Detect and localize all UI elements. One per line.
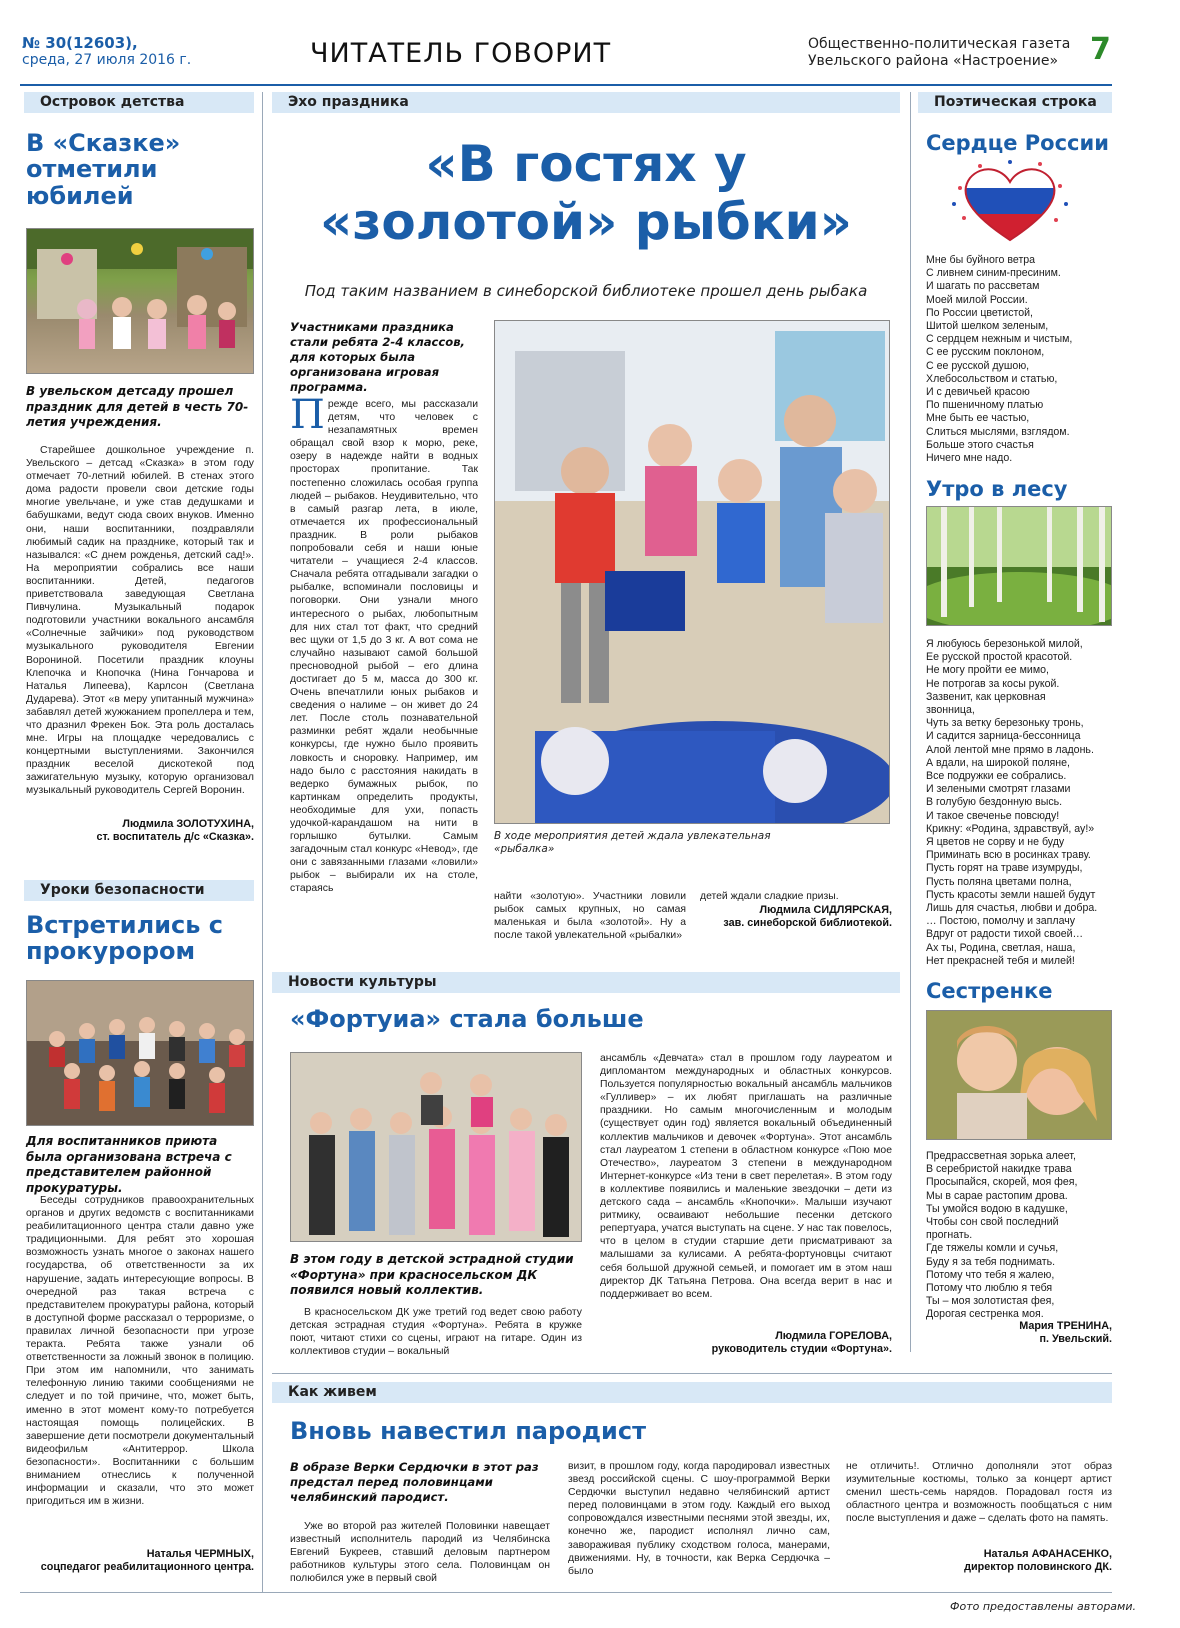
rubric-ekho: Эхо праздника xyxy=(272,92,900,113)
poem-title-utro: Утро в лесу xyxy=(926,477,1068,501)
article-text-rybka-col2: найти «золотую». Участники ловили рыбок самых крупных, но самая маленькая и была «золотой». Ну а после такой увлекательной «рыбалки» xyxy=(494,891,686,942)
article-subtitle-rybka: Под таким названием в синеборской библиотеке прошел день рыбака xyxy=(304,282,868,300)
fishing-photo-art xyxy=(495,321,890,824)
article-text-rybka xyxy=(290,398,478,938)
article-title-prokuror: Встретились с прокурором xyxy=(26,911,223,966)
page-rubric: ЧИТАТЕЛЬ ГОВОРИТ xyxy=(310,38,612,69)
article-text-parodist-col2: визит, в прошлом году, когда пародировал известных звезд российской сцены. С шоу-программой Верки Сердючки выступил недавно челябинский артист перед половинцами в этом году. Каждый его выход сопровождался известными песнями этой звезды, их, конечно же, пародист исполнял лично сам, завораживая публику сходством голоса, манерами, движениями. Ну, в точности, как Верка Сердючка – было xyxy=(568,1461,830,1577)
fishing-photo xyxy=(494,320,890,824)
paper-name: Общественно-политическая газета Увельского района «Настроение» xyxy=(808,36,1071,69)
poem-title-serdtse: Сердце России xyxy=(926,131,1109,155)
header-divider xyxy=(20,84,1112,86)
dropcap: П xyxy=(290,398,325,438)
fortuna-photo xyxy=(290,1052,582,1242)
article-title-skazka: В «Сказке» отметили юбилей xyxy=(26,129,181,210)
shelter-photo xyxy=(26,980,254,1126)
sister-photo xyxy=(926,1010,1112,1140)
signature-trenina: Мария ТРЕНИНА, п. Увельский. xyxy=(1019,1320,1112,1345)
shelter-photo-art xyxy=(27,981,254,1126)
article-title-rybka: «В гостях у «золотой» рыбки» xyxy=(320,135,852,251)
column-rule-right xyxy=(910,92,911,1352)
signature-chermnykh: Наталья ЧЕРМНЫХ, соцпедагог реабилитационного центра. xyxy=(40,1548,254,1573)
article-title-fortuna: «Фортуиа» стала больше xyxy=(290,1005,644,1033)
rubric-kultura: Новости культуры xyxy=(272,972,900,993)
caption-fortuna: В этом году в детской эстрадной студии «Фортуна» при красносельском ДК появился новый коллектив. xyxy=(290,1252,574,1297)
signature-zolotukhina: Людмила ЗОЛОТУХИНА, ст. воспитатель д/с «Сказка». xyxy=(96,818,254,843)
signature-afanasenko: Наталья АФАНАСЕНКО, директор половинского ДК. xyxy=(964,1548,1112,1573)
fortuna-photo-art xyxy=(291,1053,582,1242)
issue-number: № 30(12603), xyxy=(22,34,138,52)
page-number: 7 xyxy=(1090,32,1111,67)
forest-photo xyxy=(926,506,1112,626)
poem-text-sestrenke: Предрассветная зорька алеет, В серебристой накидке трава Просыпайся, скорей, моя фея, Мы в сарае растопим дрова. Ты умойся водою в кадушке, Чтобы сон свой последний прогнать. Где тяжелы комли и сучья, Буду я за тебя поднимать. Потому что тебя я жалею, Потому что люблю я тебя Ты – моя золотистая фея, Дорогая сестренка моя. xyxy=(926,1150,1078,1321)
article-text-skazka: Старейшее дошкольное учреждение п. Увельского – детсад «Сказка» в этом году отмечает 70-летний юбилей. В стенах этого дома радости провели свои детские годы многие увельчане, и уже став дедушками и бабушками, ведут сюда своих внуков. Именно они, наши воспитанники, поздравляли любимый садик на празднике, который так и назывался: «С днем рожденья, детский сад!». На мероприятии собрались все наши воспитанники. Детей, педагогов приветствовала заведующая Светлана Пивчулина. Музыкальный подарок подготовили участники вокального ансамбля «Солнечные зайчики» под руководством музыкального руководителя Евгении Ворониной. Посетили праздник клоуны Клепочка и Кнопочка (Нина Гончарова и Наталья Липеева), Карлсон (Светлана Дударева). Этот «в меру упитанный мужчина» забавлял детей жужжанием пропеллера и тем, что дразнил Фрекен Бок. Эта роль досталась мне. Игры на площадке чередовались с концертными выступлениями. Закончился праздник веселой дискотекой под зажигательную музыку, которую организовал музыкальный руководитель Сергей Воронин. xyxy=(26,445,254,797)
lead-parodist: В образе Верки Сердючки в этот раз предстал перед половинцами челябинский пародист. xyxy=(290,1460,539,1504)
heart-flag-art xyxy=(950,158,1070,248)
rubric-kak-zhivem: Как живем xyxy=(272,1382,1112,1403)
sister-photo-art xyxy=(927,1011,1112,1140)
issue-info xyxy=(22,34,222,68)
signature-sidlyarskaya: Людмила СИДЛЯРСКАЯ, зав. синеборской библиотекой. xyxy=(723,904,892,929)
rubric-uroki: Уроки безопасности xyxy=(24,880,254,901)
heart-flag-icon xyxy=(950,158,1070,248)
signature-gorelova: Людмила ГОРЕЛОВА, руководитель студии «Фортуна». xyxy=(711,1330,892,1355)
caption-skazka: В увельском детсаду прошел праздник для детей в честь 70-летия учреждения. xyxy=(26,384,249,429)
lead-rybka: Участниками праздника стали ребята 2-4 классов, для которых была организована игровая программа. xyxy=(290,320,465,394)
kindergarten-photo xyxy=(26,228,254,374)
article-text-parodist-col1: Уже во второй раз жителей Половинки навещает известный исполнитель пародий из Челябинска Евгений Букреев, ставший деловым партнером работников культуры этого села. Половинцам он полюбился уже в первый свой xyxy=(290,1521,550,1585)
rubric-ostrovok: Островок детства xyxy=(24,92,254,113)
article-text-prokuror: Беседы сотрудников правоохранительных органов и других ведомств с воспитанниками реабилитационного центра стали давно уже традиционными. Для ребят это хорошая возможность узнать многое о законах нашего государства, об ответственности за их нарушение, задать интересующие вопросы. В очередной раз такая встреча с представителем прокуратуры района, который в доступной форме рассказал о терроризме, о правилах личной безопасности при угрозе теракта. Ребята также узнали об ответственности за ложный звонок в полицию. При этом им напомнили, что занимать телефонную линию такими сообщениями не следует и по той причине, что, может быть, именно в этот момент кому-то потребуется настоящая помощь полицейских. В завершение дети посмотрели документальный видеофильм «Антитеррор. Школа безопасности». Воспитанники с большим вниманием отнеслись к полученной информации и сказали, что это может пригодиться им в жизни. xyxy=(26,1195,254,1508)
article-text-parodist-col3: не отличить!. Отлично дополняли этот образ изумительные костюмы, только за концерт артист сменил шесть-семь нарядов. Порадовал гостя из областного центра и возможность пообщаться с ним после выступления и даже – сделать фото на память. xyxy=(846,1461,1112,1525)
photo-credit: Фото предоставлены авторами. xyxy=(950,1600,1136,1613)
kindergarten-photo-art xyxy=(27,229,254,374)
article-title-parodist: Вновь навестил пародист xyxy=(290,1417,646,1445)
poem-text-utro: Я любуюсь березонькой милой, Ее русской простой красотой. Не могу пройти ее мимо, Не потрогав за косы рукой. Зазвенит, как церковная звонница, Чуть за ветку березоньку тронь, И садится зарница-бессонница Алой лентой мне прямо в ладонь. А вдали, на широкой поляне, Все подружки ее собрались. И зелеными смотрят глазами В голубую бездонную высь. И такое свеченье повсюду! Крикну: «Родина, здравствуй, ау!» Я цветов не сорву и не буду Приминать всю в росинках траву. Пусть горят на траве изумруды, Пусть поляна цветами полна, Пусть красоты земли нашей будут Лишь для счастья, любви и добра. … Постою, помолчу и заплачу Вдруг от радости тихой своей… Ах ты, Родина, светлая, наша, Нет прекрасней тебя и милей! xyxy=(926,638,1098,967)
poem-text-serdtse: Мне бы буйного ветра С ливнем синим-пресиним. И шагать по рассветам Моей милой России. По России цветистой, Шитой шелком зеленым, С сердцем нежным и чистым, С ее русским поклоном, С ее русской душою, Хлебосольством и статью, И с девичьей красою По пшеничному платью Мне быть ее частью, Слиться мыслями, взглядом. Больше этого счастья Ничего мне надо. xyxy=(926,254,1073,465)
caption-rybka: В ходе мероприятия детей ждала увлекательная «рыбалка» xyxy=(494,830,771,855)
article-text-fortuna-col2: ансамбль «Девчата» стал в прошлом году лауреатом и дипломантом международных и областных конкурсов. Пользуется популярностью вокальный ансамбль мальчиков «Гулливер» – их любят приглашать на различные праздники. Но самым многочисленным и молодым (существует один год) является вокальный объединенный коллектив мальчиков и девочек «Фортуна». Этот ансамбль стал лауреатом 1 степени в областном конкурсе «Пою мое Отечество», лауреатом 3 степени в международном Интернет-конкурсе «Из тени в свет перелетая». В этом году в коллективе появились и маленькие звездочки – дети из детского сада – ансамбль «Кнопочки». Малыши изучают ритмику, осваивают небольшие песенки детского репертуара, учатся выступать на сцене. У нас так повелось, что в целом в студии старшие дети присматривают за малышами за кулисами. А ребята-фортуновцы считают себя большой дружной семьей, и помогает им в этом наш директор ДК Татьяна Петрова. Она всегда верит в нас и поддерживает во всем. xyxy=(600,1053,892,1300)
article-text-rybka-col3: детей ждали сладкие призы. xyxy=(700,891,839,902)
article-text-fortuna-col1: В красносельском ДК уже третий год ведет свою работу детская эстрадная студия «Фортуна». Ребята в кружке поют, читают стихи со сцены, играют на гитаре. Один из коллективов студии – вокальный xyxy=(290,1307,582,1358)
article-text-rybka-body: режде всего, мы рассказали детям, что человек с незапамятных времен обращал свой взор к морю, реке, озеру в надежде найти в водных просторах пропитание. Так постепенно сложилась особая группа людей – рыбаков. Неудивительно, что в самый разгар лета, в июле, отмечается их профессиональный праздник. В роли рыбаков попробовали себя и наши юные читатели – учащиеся 2-4 классов. Сначала ребята отгадывали загадки о рыбалке, вспоминали пословицы и поговорки. Они узнали много интересного о рыбах, любопытным для них стал тот факт, что средний вес щуки от 1,5 до 3 кг. А вот сома не случайно называют самой большой пресноводной рыбой – его длина достигает до 5 м, масса до 300 кг. Очень впечатлили юных рыбаков и сведения о налиме – он живет до 24 лет. После столь познавательной разминки ребят ждали необычные конкурсы, где нужно было проявить ловкость и сноровку. Например, им надо было с расстояния накидать в ведерко бумажных рыбок, по картинкам определить продукты, необходимые для ухи, попасть удочкой-карандашом на нити в горлышко бутылки. Самым загадочным стал конкурс «Невод», где они с завязанными глазами «ловили» рыбок – выбирали их на столе, стараясь xyxy=(290,399,478,895)
poem-title-sestrenke: Сестренке xyxy=(926,979,1053,1003)
footer-rule xyxy=(20,1592,1112,1593)
forest-photo-art xyxy=(927,507,1112,626)
column-rule-left xyxy=(262,92,263,1592)
issue-date: среда, 27 июля 2016 г. xyxy=(22,52,192,68)
section-rule xyxy=(272,1373,1112,1374)
rubric-poetry: Поэтическая строка xyxy=(918,92,1112,113)
caption-prokuror: Для воспитанников приюта была организована встреча с представителем районной прокуратуры. xyxy=(26,1134,232,1195)
